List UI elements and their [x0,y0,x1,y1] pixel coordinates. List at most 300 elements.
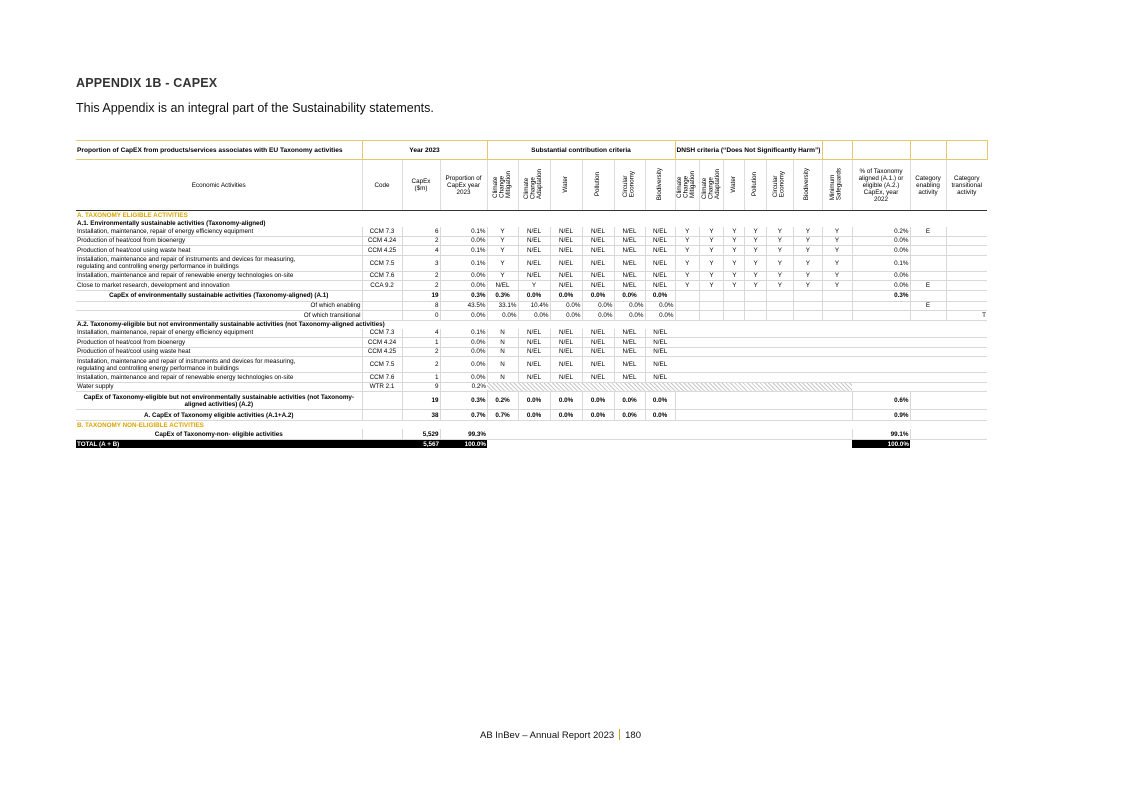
sc-col-header [582,160,614,211]
vertical-label: Water [730,175,737,193]
blank-cell [745,311,766,321]
pct-2022-value: 0.2% [852,227,910,236]
dnsh-col-header [822,160,852,211]
sc-value: 0.0% [582,392,614,410]
blank-cell [910,440,987,449]
sc-value: N/EL [645,227,675,236]
sc-value: N/EL [518,338,550,348]
dnsh-value: Y [699,271,723,281]
enabling-value [910,271,946,281]
sc-value: N/EL [518,236,550,246]
total-label: CapEx of Taxonomy-non- eligible activities [76,429,362,440]
enabling-value [910,236,946,246]
dnsh-value: Y [794,236,822,246]
section-label: A.1. Environmentally sustainable activities (Taxonomy-aligned) [77,219,266,227]
dnsh-value: Y [675,227,699,236]
section-label: A.2. Taxonomy-eligible but not environmentally sustainable activities (not Taxonomy-aligned activities) [77,321,385,328]
activity-name: Close to market research, development and innovation [76,281,362,291]
header-spacer [946,141,987,160]
sc-value: N/EL [645,329,675,338]
sc-value: N/EL [614,255,645,271]
sc-value: 0.7% [487,410,518,421]
sc-value: N/EL [582,271,614,281]
activity-code: WTR 2.1 [362,382,402,392]
pct-2022-value: 0.0% [852,246,910,256]
sc-value: N/EL [614,329,645,338]
dnsh-value: Y [675,255,699,271]
proportion-value: 0.0% [440,311,487,321]
blank-cell [766,290,793,301]
sc-value: 10.4% [518,301,550,311]
col-enabling: Category enabling activity [910,160,946,211]
sc-value: N/EL [614,271,645,281]
section-label: B. TAXONOMY NON-ELIGIBLE ACTIVITIES [77,421,204,429]
sc-value: N/EL [550,347,582,357]
enabling-row [76,301,987,311]
activity-code: CCM 4.24 [362,338,402,348]
sc-value: N/EL [645,357,675,373]
sc-value: N/EL [614,246,645,256]
capex-taxonomy-table [76,140,988,448]
blank-cell [675,357,987,373]
dnsh-value: Y [822,227,852,236]
proportion-value: 0.0% [440,281,487,291]
sc-col-header [487,160,518,211]
activity-row [76,255,987,271]
vertical-label: Climate Change Mitigation [676,170,697,198]
enabling-value [910,255,946,271]
dnsh-value: Y [766,255,793,271]
activity-code: CCM 7.5 [362,255,402,271]
sc-value: N/EL [582,255,614,271]
sc-value: N/EL [614,281,645,291]
dnsh-value: Y [794,227,822,236]
capex-value: 5,529 [402,429,440,440]
proportion-value: 0.1% [440,329,487,338]
table-title: Proportion of CapEX from products/services associates with EU Taxonomy activities [76,141,362,160]
sc-value: N/EL [550,255,582,271]
capex-value: 38 [402,410,440,421]
dnsh-value: Y [745,236,766,246]
sc-col-header [614,160,645,211]
dnsh-value: Y [699,281,723,291]
sc-value: 0.0% [645,301,675,311]
activity-row [76,236,987,246]
sc-value: 0.2% [487,392,518,410]
pct-2022-value: 0.9% [852,410,910,421]
activity-code: CCM 7.5 [362,357,402,373]
sc-value: N/EL [582,357,614,373]
sc-value: N/EL [518,373,550,383]
header-spacer [852,141,910,160]
pct-2022-value: 100.0% [852,440,910,449]
dnsh-value: Y [699,246,723,256]
sc-value: N/EL [550,338,582,348]
transitional-row [76,311,987,321]
section-a2-label [76,320,987,329]
blank-cell [822,290,852,301]
capex-value: 19 [402,392,440,410]
blank-cell [724,301,745,311]
transitional-value [946,271,987,281]
blank-cell [910,392,987,410]
blank-cell [910,290,946,301]
sc-value: 0.0% [614,311,645,321]
enabling-value: E [910,301,946,311]
sc-value: N/EL [582,347,614,357]
vertical-label: Pollution [751,171,759,197]
dnsh-value: Y [766,281,793,291]
blank-cell [362,311,402,321]
enabling-value: E [910,227,946,236]
sc-value: 0.0% [614,410,645,421]
dnsh-value: Y [724,227,745,236]
vertical-label: Climate Change Adaptation [700,168,721,200]
blank-cell [487,440,852,449]
sc-value: N/EL [550,373,582,383]
activity-row [76,227,987,236]
vertical-label: Circular Economy [772,170,786,198]
sc-value: 0.0% [582,311,614,321]
sc-value: N/EL [614,347,645,357]
proportion-value: 0.0% [440,271,487,281]
col-capex: CapEx ($m) [402,160,440,211]
capex-value: 19 [402,290,440,301]
sc-value: N/EL [550,271,582,281]
sc-value: N [487,373,518,383]
dnsh-value: Y [822,246,852,256]
blank-cell [794,290,822,301]
transitional-value [946,236,987,246]
sc-value: 0.0% [645,410,675,421]
vertical-label: Climate Change Mitigation [491,170,512,198]
blank-cell [822,301,852,311]
sc-value: N/EL [550,227,582,236]
sc-value: 0.0% [614,290,645,301]
a1-total-row [76,290,987,301]
activity-row [76,338,987,348]
vertical-label: Minimum Safeguards [829,167,843,201]
sc-value: N/EL [614,357,645,373]
total-label: TOTAL (A + B) [76,440,362,449]
enabling-value [910,311,946,321]
header-group-row [76,141,987,160]
sc-value: 0.0% [518,392,550,410]
sc-value: 0.0% [550,301,582,311]
dnsh-value: Y [766,246,793,256]
table-body [76,141,987,449]
intro-text: This Appendix is an integral part of the Sustainability statements. [76,101,434,115]
blank-cell [724,290,745,301]
sc-value: N/EL [518,227,550,236]
dnsh-value: Y [699,255,723,271]
sc-value: N/EL [550,329,582,338]
capex-value: 1 [402,373,440,383]
activity-name: Installation, maintenance and repair of instruments and devices for measuring, regulating and controlling energy performance in buildings [76,255,362,271]
footer-separator [619,729,620,740]
dnsh-value: Y [794,281,822,291]
capex-value: 3 [402,255,440,271]
sc-value: N/EL [645,246,675,256]
proportion-value: 0.0% [440,236,487,246]
capex-value: 9 [402,382,440,392]
activity-code: CCM 7.6 [362,373,402,383]
sc-value: 33.1% [487,301,518,311]
sc-value: N/EL [518,329,550,338]
col-activity: Economic Activities [76,160,362,211]
sc-value: N/EL [518,347,550,357]
dnsh-value: Y [745,227,766,236]
transitional-value [946,227,987,236]
blank-cell [910,410,987,421]
dnsh-value: Y [745,271,766,281]
proportion-value: 0.0% [440,357,487,373]
dnsh-col-header [766,160,793,211]
sc-value: N/EL [550,281,582,291]
proportion-value: 0.0% [440,338,487,348]
blank-cell [362,429,402,440]
blank-cell [699,311,723,321]
proportion-value: 0.0% [440,347,487,357]
blank-cell [699,290,723,301]
vertical-label: Climate Change Adaptation [523,168,544,200]
sc-value: N/EL [645,281,675,291]
dnsh-col-header [724,160,745,211]
blank-cell [766,301,793,311]
enabling-value [910,246,946,256]
page-number: 180 [625,730,641,741]
proportion-value: 0.1% [440,255,487,271]
sc-value: 0.0% [645,290,675,301]
dnsh-value: Y [766,236,793,246]
activity-code: CCA 9.2 [362,281,402,291]
enabling-value: E [910,281,946,291]
blank-cell [675,392,852,410]
activity-code: CCM 4.25 [362,246,402,256]
vertical-label: Pollution [593,171,601,197]
dnsh-value: Y [675,246,699,256]
activity-name: Production of heat/cool using waste heat [76,246,362,256]
blank-cell [724,311,745,321]
dnsh-value: Y [675,281,699,291]
sc-col-header [645,160,675,211]
capex-value: 2 [402,357,440,373]
dnsh-value: Y [724,246,745,256]
sc-value: N/EL [645,255,675,271]
transitional-value [946,281,987,291]
sc-value: N/EL [614,373,645,383]
activity-row [76,246,987,256]
blank-cell [766,311,793,321]
blank-cell [675,311,699,321]
proportion-value: 0.3% [440,392,487,410]
dnsh-value: Y [822,281,852,291]
year-group-header: Year 2023 [362,141,487,160]
blank-cell [675,410,852,421]
total-label: CapEx of environmentally sustainable activities (Taxonomy-aligned) (A.1) [76,290,362,301]
blank-cell [699,301,723,311]
sc-value: 0.0% [550,290,582,301]
activity-name: Production of heat/cool from bioenergy [76,338,362,348]
hatched-cells [487,382,852,392]
dnsh-value: Y [699,227,723,236]
activity-code: CCM 4.24 [362,236,402,246]
sc-col-header [550,160,582,211]
blank-cell [675,338,987,348]
sc-value: Y [487,236,518,246]
sc-value: 0.0% [645,392,675,410]
dnsh-value: Y [794,271,822,281]
capex-value: 2 [402,281,440,291]
col-transitional: Category transitional activity [946,160,987,211]
sc-value: Y [487,271,518,281]
blank-cell [745,301,766,311]
transitional-value: T [946,311,987,321]
blank-cell [794,311,822,321]
col-proportion: Proportion of CapEx year 2023 [440,160,487,211]
dnsh-value: Y [675,236,699,246]
appendix-heading: APPENDIX 1B - CAPEX [76,76,218,90]
pct-2022-value: 0.3% [852,290,910,301]
dnsh-col-header [745,160,766,211]
blank-cell [675,301,699,311]
sc-value: 0.0% [645,311,675,321]
sc-value: 0.0% [550,311,582,321]
pct-2022-value: 0.0% [852,271,910,281]
dnsh-value: Y [766,271,793,281]
proportion-value: 100.0% [440,440,487,449]
blank-cell [362,392,402,410]
capex-value: 2 [402,347,440,357]
pct-2022-value: 0.1% [852,255,910,271]
total-label: A. CapEx of Taxonomy eligible activities (A.1+A.2) [76,410,362,421]
sc-value: 0.0% [550,392,582,410]
blank-cell [362,440,402,449]
blank-cell [794,301,822,311]
capex-value: 2 [402,236,440,246]
activity-name: Production of heat/cool from bioenergy [76,236,362,246]
activity-code: CCM 4.25 [362,347,402,357]
activity-row [76,373,987,383]
water-supply-row [76,382,987,392]
blank-cell [852,382,987,392]
blank-cell [487,429,852,440]
a2-total-row [76,392,987,410]
capex-value: 6 [402,227,440,236]
proportion-value: 0.3% [440,290,487,301]
sc-value: N/EL [582,246,614,256]
sc-value: 0.0% [582,290,614,301]
vertical-label: Biodiversity [655,167,663,201]
activity-code: CCM 7.3 [362,329,402,338]
section-b-label [76,421,987,430]
blank-cell [910,429,987,440]
sc-value: Y [518,281,550,291]
sc-value: N/EL [645,338,675,348]
dnsh-value: Y [675,271,699,281]
capex-value: 2 [402,271,440,281]
sc-value: 0.0% [518,311,550,321]
sc-value: N/EL [582,329,614,338]
activity-name: Production of heat/cool using waste heat [76,347,362,357]
blank-cell [822,311,852,321]
grand-total-row [76,440,987,449]
sc-col-header [518,160,550,211]
blank-cell [362,301,402,311]
dnsh-value: Y [822,255,852,271]
dnsh-value: Y [822,271,852,281]
capex-value: 4 [402,329,440,338]
dnsh-value: Y [794,246,822,256]
sc-value: N [487,338,518,348]
sc-value: N [487,357,518,373]
sc-value: N/EL [582,338,614,348]
sc-value: N/EL [550,357,582,373]
proportion-value: 0.7% [440,410,487,421]
blank-cell [675,347,987,357]
dnsh-value: Y [766,227,793,236]
proportion-value: 0.1% [440,246,487,256]
activity-row [76,271,987,281]
row-label: Of which transitional [76,311,362,321]
blank-cell [675,290,699,301]
sc-value: 0.0% [518,410,550,421]
pct-2022-value: 99.1% [852,429,910,440]
row-label: Of which enabling [76,301,362,311]
activity-code: CCM 7.3 [362,227,402,236]
dnsh-value: Y [724,271,745,281]
dnsh-col-header [699,160,723,211]
activity-name: Installation, maintenance and repair of instruments and devices for measuring, regulating and controlling energy performance in buildings [76,357,362,373]
pct-2022-value: 0.0% [852,236,910,246]
dnsh-col-header [794,160,822,211]
section-label: A. TAXONOMY ELIGIBLE ACTIVITIES [77,211,188,219]
transitional-value [946,301,987,311]
a-total-row [76,410,987,421]
sc-value: N/EL [582,227,614,236]
dnsh-value: Y [699,236,723,246]
activity-row [76,329,987,338]
capex-value: 4 [402,246,440,256]
sc-value: N/EL [614,227,645,236]
dnsh-col-header [675,160,699,211]
vertical-label: Circular Economy [621,170,636,198]
sc-value: N [487,347,518,357]
col-pct-2022: % of Taxonomy aligned (A.1.) or eligible (A.2.) CapEx, year 2022 [852,160,910,211]
sc-value: N/EL [518,271,550,281]
sc-value: N/EL [518,255,550,271]
activity-row [76,347,987,357]
activity-name: Installation, maintenance, repair of energy efficiency equipment [76,227,362,236]
sc-value: N/EL [645,236,675,246]
activity-row [76,281,987,291]
activity-name: Installation, maintenance and repair of renewable energy technologies on-site [76,271,362,281]
activity-name: Water supply [76,382,362,392]
dnsh-value: Y [794,255,822,271]
col-code: Code [362,160,402,211]
dnsh-value: Y [745,255,766,271]
sc-value: 0.3% [487,290,518,301]
sc-value: 0.0% [487,311,518,321]
sc-value: N/EL [645,373,675,383]
substantial-group-header: Substantial contribution criteria [487,141,675,160]
activity-name: Installation, maintenance and repair of renewable energy technologies on-site [76,373,362,383]
capex-value: 8 [402,301,440,311]
sc-value: Y [487,227,518,236]
capex-value: 0 [402,311,440,321]
sc-value: 0.0% [582,410,614,421]
blank-cell [852,301,910,311]
